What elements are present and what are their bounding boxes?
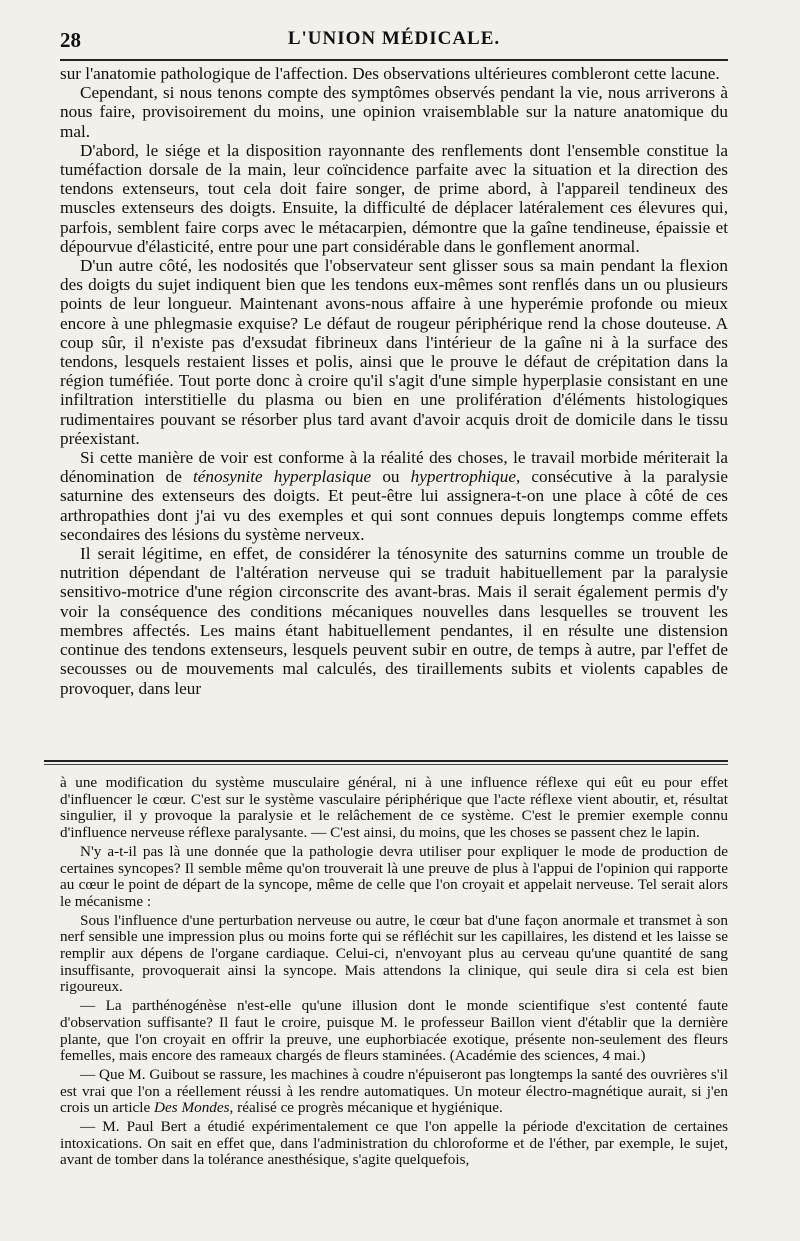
page-header	[60, 26, 728, 56]
italic-term: ténosynite hyperplasique	[193, 467, 372, 487]
feuilleton-text	[60, 775, 728, 1171]
main-paragraph	[60, 448, 728, 544]
note-paragraph	[60, 1067, 728, 1117]
page-number: 28	[60, 28, 81, 52]
italic-term: hypertrophique	[410, 467, 516, 487]
text-run: , consécutive à la paralysie saturnine des extenseurs des doigts. Et peut-être lui assignera-t-on une place à côté de ces arthropathies dont j'ai vu des exemples et qui sont connues depuis longtemps comme effets secondaires des lésions du système nerveux.	[60, 467, 728, 544]
main-paragraph: sur l'anatomie pathologique de l'affection. Des observations ultérieures combleront cette lacune.	[60, 64, 720, 83]
italic-title: Des Mondes	[154, 1099, 230, 1117]
main-text	[60, 64, 728, 698]
journal-title: L'UNION MÉDICALE.	[287, 28, 501, 49]
main-paragraph: Cependant, si nous tenons compte des symptômes observés pendant la vie, nous arriverons à nous faire, provisoirement du moins, une opinion vraisemblable sur la nature anatomique du mal.	[60, 83, 728, 141]
text-run: Si cette manière de voir est conforme à la réalité des choses, le travail morbide mériterait la dénomination de	[60, 448, 728, 487]
feuilleton-rule-thin	[44, 764, 728, 765]
text-run: — Que M. Guibout se rassure, les machines à coudre n'épuiseront pas longtemps la santé des ouvrières s'il est vrai que l'on a réellement réussi à les rendre automatiques. Un moteur électro-magnétique aurait, si j'en crois un article	[60, 1065, 728, 1117]
text-run: , réalisé ce progrès mécanique et hygiénique.	[229, 1099, 503, 1117]
main-paragraph: D'abord, le siége et la disposition rayonnante des renflements dont l'ensemble constitue la tuméfaction dorsale de la main, leur coïncidence parfaite avec la situation et la direction des tendons extenseurs, tout cela doit faire songer, de prime abord, à l'appareil tendineux des muscles extenseurs des doigts. Ensuite, la difficulté de déplacer latéralement ces élevures qui, parfois, semblent faire corps avec le métacarpien, démontre que la gaîne tendineuse, épaissie et dépourvue d'élasticité, entre pour une part considérable dans le gonflement anormal.	[60, 140, 728, 256]
text-run: ou	[371, 467, 411, 487]
header-rule	[60, 59, 728, 61]
note-paragraph: — La parthénogénèse n'est-elle qu'une illusion dont le monde scientifique s'est contenté faute d'observation suffisante? Il faut le croire, puisque M. le professeur Baillon vient d'établir que la dernière plante, que l'on croyait en offrir la preuve, une euphorbiacée exotique, présente non-seulement des fleurs femelles, mais encore des rameaux chargés de fleurs staminées. (Académie des sciences, 4 mai.)	[60, 997, 728, 1065]
note-paragraph: Sous l'influence d'une perturbation nerveuse ou autre, le cœur bat d'une façon anormale et transmet à son nerf sensible une impression plus ou moins forte qui se réfléchit sur les capillaires, les distend et les laisse se remplir aux dépens de l'organe cardiaque. Celui-ci, n'envoyant plus au cerveau qu'une quantité de sang insuffisante, provoquerait ainsi la syncope. Mais attendons la clinique, qui seule dira si cela est bien rigoureux.	[60, 911, 728, 996]
main-paragraph: D'un autre côté, les nodosités que l'observateur sent glisser sous sa main pendant la flexion des doigts du sujet indiquent bien que les tendons eux-mêmes sont renflés dans un ou plusieurs points de leur longueur. Maintenant avons-nous affaire à une hyperémie profonde ou mieux encore à une phlegmasie exquise? Le défaut de rougeur périphérique rend la chose douteuse. A coup sûr, il n'existe pas d'exsudat fibrineux dans l'intérieur de la gaîne ni à la surface des tendons, lesquels restaient lisses et polis, ainsi que le prouve le défaut de crépitation dans la région tuméfiée. Tout porte donc à croire qu'il s'agit d'une simple hyperplasie consistant en une infiltration interstitielle du plasma ou bien en une prolifération d'éléments histologiques rudimentaires pouvant se résorber plus tard avant d'avoir acquis droit de domicile dans le tissu préexistant.	[60, 256, 728, 448]
note-paragraph: N'y a-t-il pas là une donnée que la pathologie devra utiliser pour expliquer le mode de production de certaines syncopes? Il semble même qu'on trouverait là une preuve de plus à l'appui de l'opinion qui rapporte au cœur le point de départ de la syncope, même de celle que l'on croyait et appelait nerveuse. Tel serait alors le mécanisme :	[60, 842, 728, 910]
note-paragraph: à une modification du système musculaire général, ni à une influence réflexe qui eût eu pour effet d'influencer le cœur. C'est sur le système vasculaire périphérique que l'acte réflexe vient aboutir, et, résultat singulier, il y provoque la paralysie et le relâchement de ce système. C'est le premier exemple connu d'influence nerveuse réflexe paralysante. — C'est ainsi, du moins, que les choses se passent chez le lapin.	[60, 774, 728, 842]
note-paragraph: — M. Paul Bert a étudié expérimentalement ce que l'on appelle la période d'excitation de certaines intoxications. On sait en effet que, dans l'administration du chloroforme et de l'éther, par exemple, le sujet, avant de tomber dans la tolérance anesthésique, s'agite quelquefois,	[60, 1118, 728, 1169]
feuilleton-rule	[44, 760, 728, 762]
main-paragraph: Il serait légitime, en effet, de considérer la ténosynite des saturnins comme un trouble de nutrition dépendant de l'altération nerveuse qui se traduit habituellement par la paralysie sensitivo-motrice d'une région circonscrite des avant-bras. Mais il serait également permis d'y voir la conséquence des conditions mécaniques nouvelles dans lesquelles se trouvent les membres affectés. Les mains étant habituellement pendantes, il en résulte une distension continue des tendons extenseurs, lesquels peuvent subir en outre, de temps à autre, par l'effet de secousses ou de mouvements mal calculés, des tiraillements subits et violents capables de provoquer, dans leur	[60, 544, 728, 698]
